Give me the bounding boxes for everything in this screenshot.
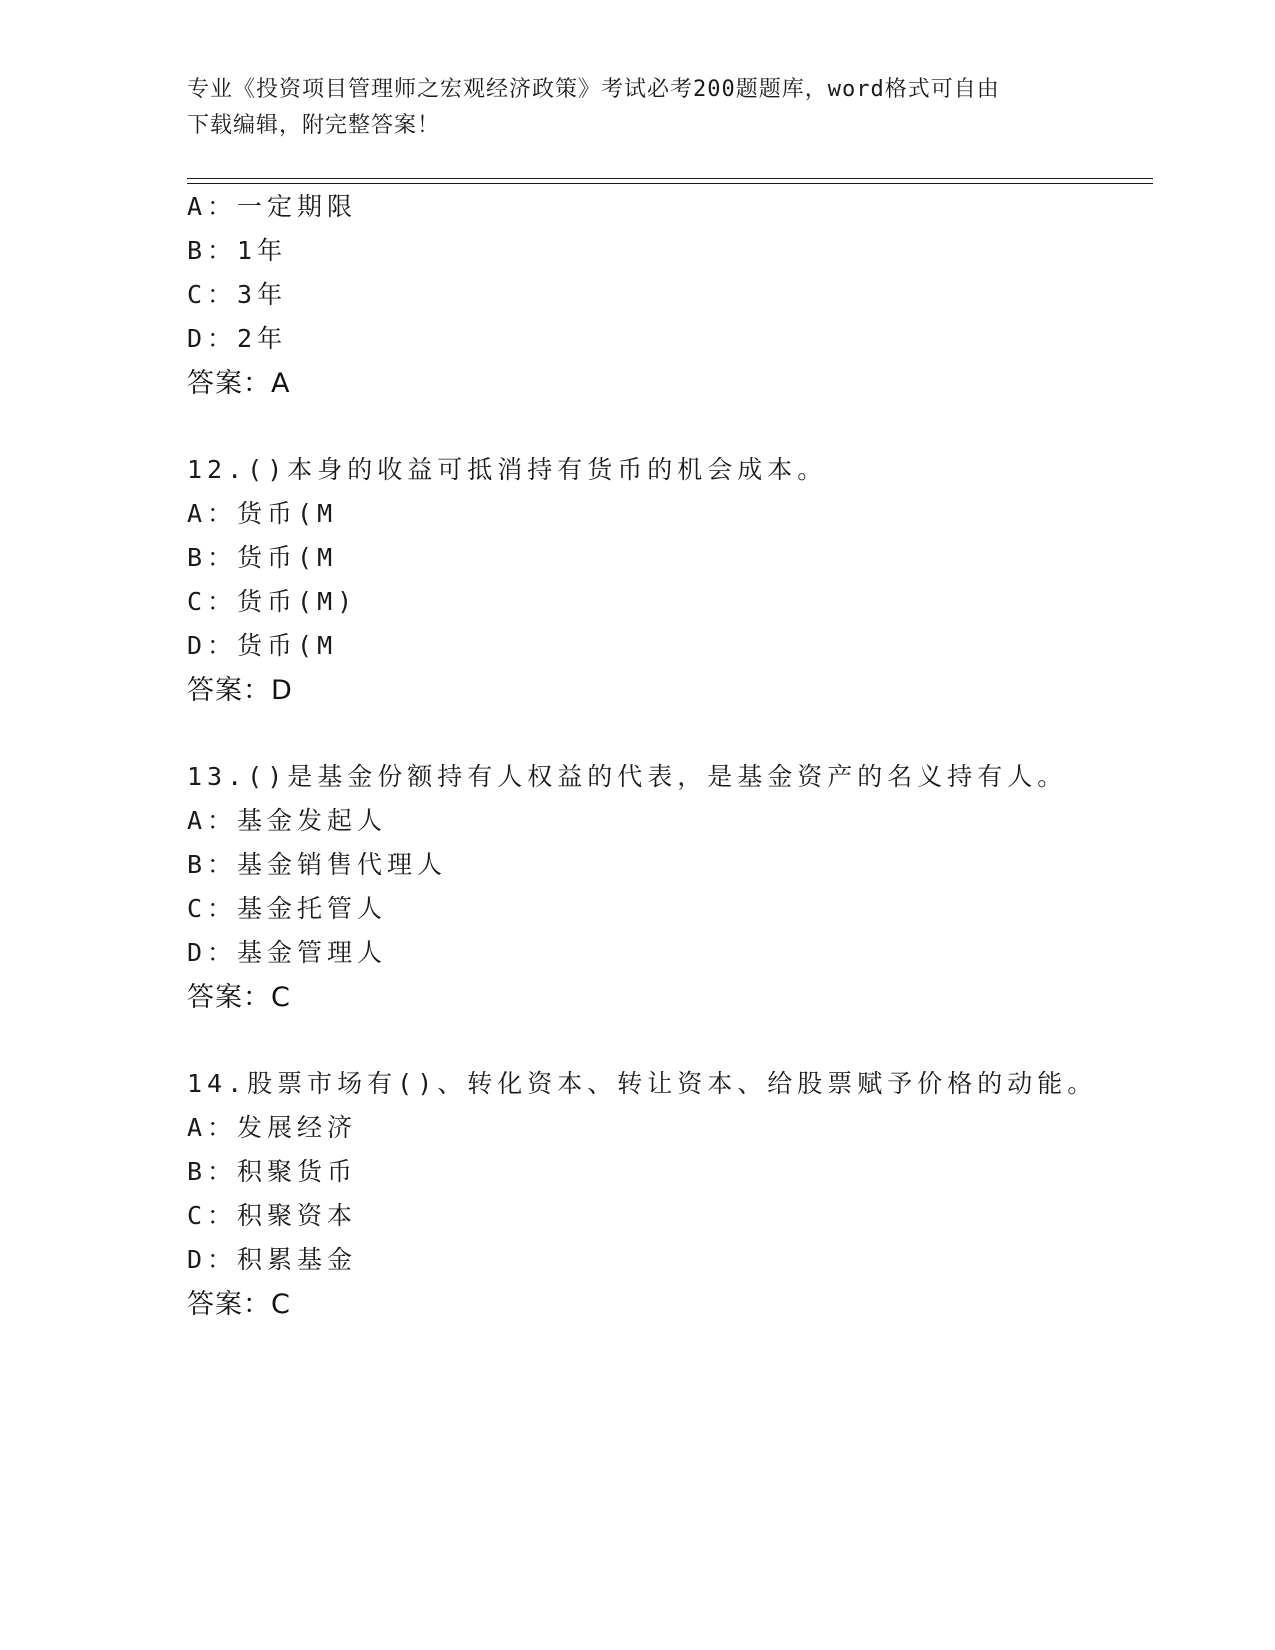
q12-question: 12.()本身的收益可抵消持有货币的机会成本。 <box>187 455 828 484</box>
q12-option-a: A：货币(M <box>187 499 338 528</box>
q12-option-b: B：货币(M <box>187 543 338 572</box>
header-divider-bottom <box>187 183 1153 184</box>
q11-option-a: A：一定期限 <box>187 192 358 221</box>
q12-option-c: C：货币(M) <box>187 587 358 616</box>
q11-option-d: D：2年 <box>187 324 288 353</box>
header-line-1: 专业《投资项目管理师之宏观经济政策》考试必考200题题库，word格式可自由 <box>187 77 1000 102</box>
q14-option-a: A：发展经济 <box>187 1113 358 1142</box>
q13-option-b: B：基金销售代理人 <box>187 850 448 879</box>
q13-option-a: A：基金发起人 <box>187 806 388 835</box>
q14-answer: 答案：C <box>187 1289 291 1320</box>
q12-answer: 答案：D <box>187 675 293 706</box>
q12-option-d: D：货币(M <box>187 631 338 660</box>
q14-option-d: D：积累基金 <box>187 1245 358 1274</box>
q11-answer: 答案：A <box>187 368 291 399</box>
q14-option-b: B：积聚货币 <box>187 1157 358 1186</box>
header-line-2: 下载编辑，附完整答案！ <box>187 113 441 138</box>
q14-question: 14.股票市场有()、转化资本、转让资本、给股票赋予价格的动能。 <box>187 1069 1098 1098</box>
q13-option-c: C：基金托管人 <box>187 894 388 923</box>
q11-option-c: C：3年 <box>187 280 288 309</box>
q13-question: 13.()是基金份额持有人权益的代表，是基金资产的名义持有人。 <box>187 762 1068 791</box>
document-header <box>187 72 1087 144</box>
q13-answer: 答案：C <box>187 982 291 1013</box>
header-divider-top <box>187 178 1153 179</box>
q13-option-d: D：基金管理人 <box>187 938 388 967</box>
q11-option-b: B：1年 <box>187 236 288 265</box>
q14-option-c: C：积聚资本 <box>187 1201 358 1230</box>
